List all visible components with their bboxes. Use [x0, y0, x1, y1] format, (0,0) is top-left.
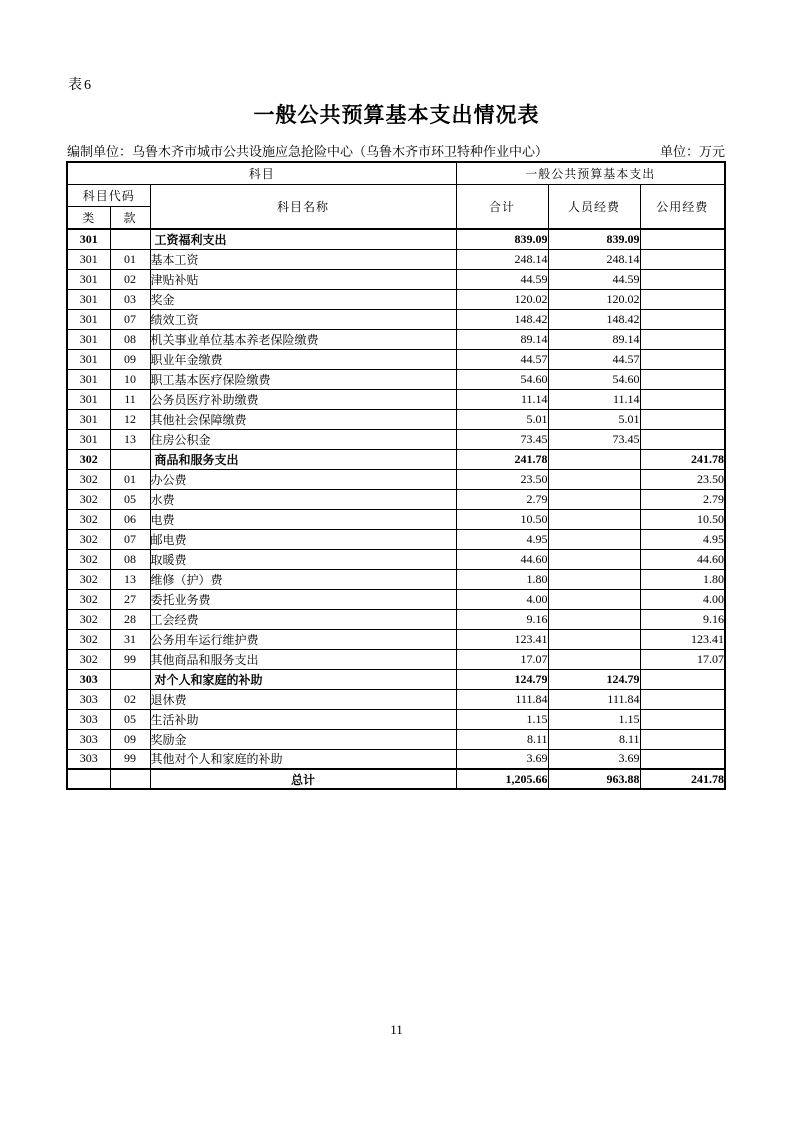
cell-public [640, 249, 725, 269]
cell-name: 生活补助 [150, 709, 456, 729]
cell-sec: 05 [110, 489, 150, 509]
cell-sec: 01 [110, 469, 150, 489]
cell-public: 241.78 [640, 769, 725, 789]
cell-total: 839.09 [456, 229, 548, 249]
cell-total: 44.59 [456, 269, 548, 289]
cell-personnel: 124.79 [548, 669, 640, 689]
table-row [67, 289, 725, 309]
total-row [67, 769, 725, 789]
table-row [67, 469, 725, 489]
cell-personnel: 11.14 [548, 389, 640, 409]
cell-sec: 05 [110, 709, 150, 729]
cell-name: 职工基本医疗保险缴费 [150, 369, 456, 389]
cell-public [640, 389, 725, 409]
cell-total: 54.60 [456, 369, 548, 389]
cell-public [640, 749, 725, 769]
cell-name: 住房公积金 [150, 429, 456, 449]
cell-total: 1.80 [456, 569, 548, 589]
cell-name: 取暖费 [150, 549, 456, 569]
cell-name: 其他社会保障缴费 [150, 409, 456, 429]
cell-sec: 13 [110, 569, 150, 589]
cell-name: 工会经费 [150, 609, 456, 629]
cell-name: 邮电费 [150, 529, 456, 549]
cell-public [640, 349, 725, 369]
cell-total: 73.45 [456, 429, 548, 449]
cell-sec: 27 [110, 589, 150, 609]
cell-public [640, 709, 725, 729]
cell-sec: 31 [110, 629, 150, 649]
cell-total: 123.41 [456, 629, 548, 649]
cell-sec: 08 [110, 549, 150, 569]
header-class: 类 [67, 207, 110, 230]
cell-cls: 301 [67, 429, 110, 449]
cell-cls: 303 [67, 729, 110, 749]
cell-name: 工资福利支出 [150, 229, 456, 249]
cell-sec: 11 [110, 389, 150, 409]
cell-sec: 02 [110, 269, 150, 289]
cell-public [640, 229, 725, 249]
cell-sec: 28 [110, 609, 150, 629]
cell-total: 10.50 [456, 509, 548, 529]
cell-cls: 302 [67, 529, 110, 549]
cell-total: 8.11 [456, 729, 548, 749]
table-row [67, 509, 725, 529]
cell-cls: 301 [67, 309, 110, 329]
cell-personnel [548, 569, 640, 589]
cell-total: 1,205.66 [456, 769, 548, 789]
cell-cls: 303 [67, 689, 110, 709]
cell-total: 44.57 [456, 349, 548, 369]
cell-sec: 06 [110, 509, 150, 529]
cell-name: 职业年金缴费 [150, 349, 456, 369]
cell-personnel [548, 649, 640, 669]
cell-public: 9.16 [640, 609, 725, 629]
cell-public [640, 369, 725, 389]
page-title: 一般公共预算基本支出情况表 [253, 103, 540, 127]
cell-public: 17.07 [640, 649, 725, 669]
cell-personnel [548, 529, 640, 549]
cell-sec: 02 [110, 689, 150, 709]
cell-cls: 301 [67, 269, 110, 289]
cell-total: 3.69 [456, 749, 548, 769]
cell-total: 17.07 [456, 649, 548, 669]
cell-personnel: 89.14 [548, 329, 640, 349]
cell-cls: 301 [67, 369, 110, 389]
cell-cls: 301 [67, 289, 110, 309]
cell-personnel: 120.02 [548, 289, 640, 309]
cell-total: 11.14 [456, 389, 548, 409]
cell-public: 4.95 [640, 529, 725, 549]
cell-public [640, 329, 725, 349]
cell-personnel: 3.69 [548, 749, 640, 769]
table-row [67, 569, 725, 589]
cell-personnel: 963.88 [548, 769, 640, 789]
cell-cls: 301 [67, 409, 110, 429]
table-row [67, 249, 725, 269]
cell-public [640, 429, 725, 449]
table-row [67, 229, 725, 249]
table-header [67, 162, 725, 229]
cell-public [640, 729, 725, 749]
table-row [67, 349, 725, 369]
cell-name: 公务用车运行维护费 [150, 629, 456, 649]
cell-public [640, 409, 725, 429]
cell-name: 津贴补贴 [150, 269, 456, 289]
cell-total: 9.16 [456, 609, 548, 629]
table-row [67, 389, 725, 409]
cell-personnel: 148.42 [548, 309, 640, 329]
cell-name: 公务员医疗补助缴费 [150, 389, 456, 409]
cell-personnel: 1.15 [548, 709, 640, 729]
cell-sec: 10 [110, 369, 150, 389]
cell-cls: 302 [67, 549, 110, 569]
cell-sec: 07 [110, 309, 150, 329]
table-row [67, 529, 725, 549]
cell-sec: 08 [110, 329, 150, 349]
cell-personnel [548, 629, 640, 649]
cell-name: 委托业务费 [150, 589, 456, 609]
cell-total: 2.79 [456, 489, 548, 509]
cell-sec: 09 [110, 729, 150, 749]
cell-sec [110, 769, 150, 789]
cell-personnel: 44.59 [548, 269, 640, 289]
header-subject-name: 科目名称 [150, 185, 456, 230]
cell-cls: 301 [67, 349, 110, 369]
header-section: 款 [110, 207, 150, 230]
table-row [67, 749, 725, 769]
header-total: 合计 [456, 185, 548, 230]
cell-public: 1.80 [640, 569, 725, 589]
cell-cls: 302 [67, 449, 110, 469]
cell-cls: 303 [67, 749, 110, 769]
table-row [67, 329, 725, 349]
table-row [67, 549, 725, 569]
header-budget-group: 一般公共预算基本支出 [456, 162, 725, 185]
cell-total: 44.60 [456, 549, 548, 569]
cell-cls: 302 [67, 569, 110, 589]
cell-public [640, 309, 725, 329]
cell-cls: 303 [67, 669, 110, 689]
cell-sec [110, 669, 150, 689]
header-subject-code: 科目代码 [67, 185, 150, 207]
cell-public: 4.00 [640, 589, 725, 609]
cell-total: 1.15 [456, 709, 548, 729]
cell-personnel: 73.45 [548, 429, 640, 449]
cell-public: 123.41 [640, 629, 725, 649]
cell-personnel: 111.84 [548, 689, 640, 709]
cell-total: 148.42 [456, 309, 548, 329]
cell-personnel [548, 589, 640, 609]
cell-public: 10.50 [640, 509, 725, 529]
cell-name: 机关事业单位基本养老保险缴费 [150, 329, 456, 349]
cell-personnel: 839.09 [548, 229, 640, 249]
cell-cls: 301 [67, 329, 110, 349]
cell-total: 124.79 [456, 669, 548, 689]
cell-personnel: 248.14 [548, 249, 640, 269]
cell-name: 奖金 [150, 289, 456, 309]
table-row [67, 429, 725, 449]
cell-cls: 302 [67, 489, 110, 509]
table-row [67, 609, 725, 629]
cell-name: 奖励金 [150, 729, 456, 749]
cell-sec [110, 229, 150, 249]
cell-cls: 302 [67, 629, 110, 649]
cell-sec: 01 [110, 249, 150, 269]
cell-personnel [548, 509, 640, 529]
cell-personnel: 44.57 [548, 349, 640, 369]
cell-name: 对个人和家庭的补助 [150, 669, 456, 689]
unit-note-label: 单位：万元 [659, 144, 725, 159]
cell-public: 2.79 [640, 489, 725, 509]
table-body [67, 229, 725, 789]
cell-total: 241.78 [456, 449, 548, 469]
table-row [67, 709, 725, 729]
cell-sec: 09 [110, 349, 150, 369]
cell-personnel: 54.60 [548, 369, 640, 389]
table-row [67, 309, 725, 329]
header-public: 公用经费 [640, 185, 725, 230]
table-row [67, 449, 725, 469]
cell-name: 总计 [150, 769, 456, 789]
cell-total: 120.02 [456, 289, 548, 309]
cell-personnel [548, 449, 640, 469]
table-row [67, 269, 725, 289]
cell-sec: 03 [110, 289, 150, 309]
cell-total: 5.01 [456, 409, 548, 429]
table-row [67, 589, 725, 609]
cell-personnel: 5.01 [548, 409, 640, 429]
cell-name: 其他商品和服务支出 [150, 649, 456, 669]
cell-total: 111.84 [456, 689, 548, 709]
cell-personnel: 8.11 [548, 729, 640, 749]
cell-public [640, 289, 725, 309]
cell-total: 248.14 [456, 249, 548, 269]
cell-sec: 99 [110, 649, 150, 669]
cell-personnel [548, 609, 640, 629]
cell-personnel [548, 489, 640, 509]
cell-cls: 302 [67, 589, 110, 609]
cell-public: 241.78 [640, 449, 725, 469]
cell-cls: 302 [67, 509, 110, 529]
cell-name: 其他对个人和家庭的补助 [150, 749, 456, 769]
cell-public [640, 669, 725, 689]
cell-public: 23.50 [640, 469, 725, 489]
cell-sec: 99 [110, 749, 150, 769]
header-subject-group: 科目 [67, 162, 456, 185]
page-number: 11 [390, 1022, 403, 1037]
cell-personnel [548, 549, 640, 569]
cell-cls: 302 [67, 649, 110, 669]
sheet-label: 表6 [68, 78, 93, 93]
cell-total: 23.50 [456, 469, 548, 489]
cell-total: 89.14 [456, 329, 548, 349]
cell-sec [110, 449, 150, 469]
cell-cls: 302 [67, 469, 110, 489]
cell-name: 办公费 [150, 469, 456, 489]
cell-total: 4.95 [456, 529, 548, 549]
cell-sec: 13 [110, 429, 150, 449]
table-row [67, 369, 725, 389]
table-row [67, 409, 725, 429]
cell-public [640, 269, 725, 289]
cell-cls: 302 [67, 609, 110, 629]
cell-cls: 301 [67, 249, 110, 269]
table-row [67, 649, 725, 669]
table-row [67, 629, 725, 649]
cell-cls: 303 [67, 709, 110, 729]
cell-cls: 301 [67, 229, 110, 249]
meta-row [67, 141, 725, 160]
cell-name: 电费 [150, 509, 456, 529]
cell-sec: 12 [110, 409, 150, 429]
cell-name: 水费 [150, 489, 456, 509]
cell-sec: 07 [110, 529, 150, 549]
table-row [67, 729, 725, 749]
cell-cls: 301 [67, 389, 110, 409]
table-row [67, 689, 725, 709]
budget-table [66, 161, 726, 790]
table-row [67, 489, 725, 509]
cell-name: 维修（护）费 [150, 569, 456, 589]
cell-name: 退休费 [150, 689, 456, 709]
header-personnel: 人员经费 [548, 185, 640, 230]
cell-name: 商品和服务支出 [150, 449, 456, 469]
cell-public [640, 689, 725, 709]
header-row-groups [67, 162, 725, 185]
table-row [67, 669, 725, 689]
cell-total: 4.00 [456, 589, 548, 609]
cell-personnel [548, 469, 640, 489]
cell-name: 基本工资 [150, 249, 456, 269]
prepared-by-label: 编制单位：乌鲁木齐市城市公共设施应急抢险中心（乌鲁木齐市环卫特种作业中心） [67, 144, 549, 159]
header-row-columns [67, 185, 725, 207]
cell-cls [67, 769, 110, 789]
cell-public: 44.60 [640, 549, 725, 569]
cell-name: 绩效工资 [150, 309, 456, 329]
